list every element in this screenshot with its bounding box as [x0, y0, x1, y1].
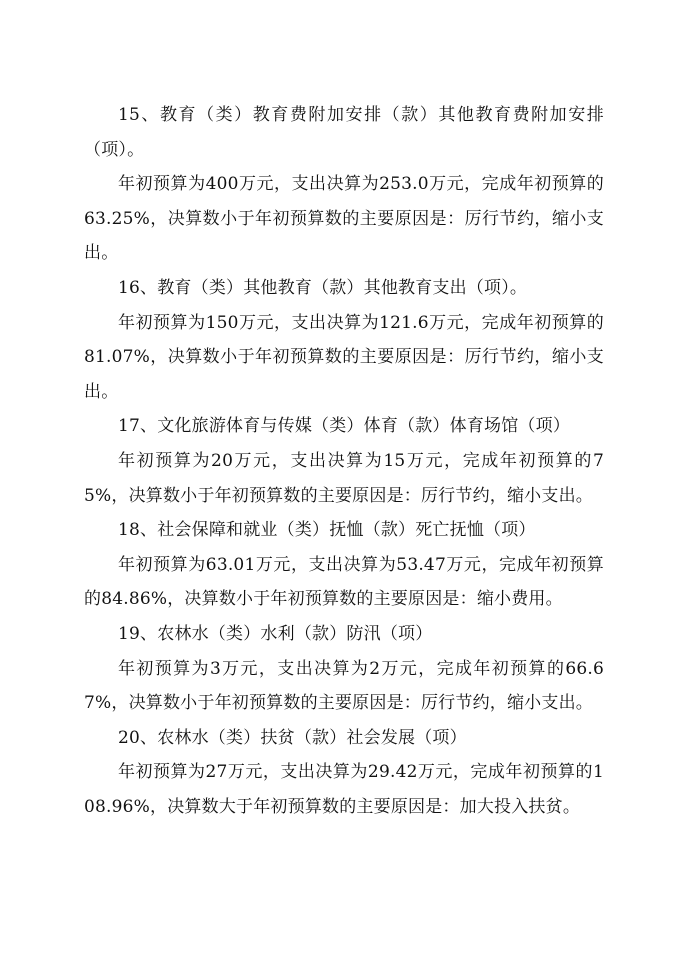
paragraph-item-20: 年初预算为27万元，支出决算为29.42万元，完成年初预算的108.96%，决算数大于年初预算数的主要原因是：加大投入扶贫。 [84, 762, 604, 817]
heading-item-20: 20、农林水（类）扶贫（款）社会发展（项） [118, 727, 467, 748]
document-body [84, 98, 604, 824]
paragraph-item-19: 年初预算为3万元，支出决算为2万元，完成年初预算的66.67%，决算数小于年初预算数的主要原因是：厉行节约，缩小支出。 [84, 658, 604, 714]
paragraph-item-18: 年初预算为63.01万元，支出决算为53.47万元，完成年初预算的84.86%，决算数小于年初预算数的主要原因是：缩小费用。 [84, 554, 604, 610]
heading-item-15: 15、教育（类）教育费附加安排（款）其他教育费附加安排（项）。 [84, 105, 604, 160]
heading-item-19: 19、农林水（类）水利（款）防汛（项） [118, 623, 433, 644]
paragraph-item-15: 年初预算为400万元，支出决算为253.0万元，完成年初预算的63.25%，决算数小于年初预算数的主要原因是：厉行节约，缩小支出。 [84, 174, 604, 264]
heading-item-18: 18、社会保障和就业（类）抚恤（款）死亡抚恤（项） [118, 520, 536, 541]
heading-item-16: 16、教育（类）其他教育（款）其他教育支出（项）。 [118, 277, 528, 298]
paragraph-item-16: 年初预算为150万元，支出决算为121.6万元，完成年初预算的81.07%，决算数小于年初预算数的主要原因是：厉行节约，缩小支出。 [84, 312, 604, 402]
heading-item-17: 17、文化旅游体育与传媒（类）体育（款）体育场馆（项） [118, 416, 571, 437]
paragraph-item-17: 年初预算为20万元，支出决算为15万元，完成年初预算的75%，决算数小于年初预算数的主要原因是：厉行节约，缩小支出。 [84, 450, 604, 506]
